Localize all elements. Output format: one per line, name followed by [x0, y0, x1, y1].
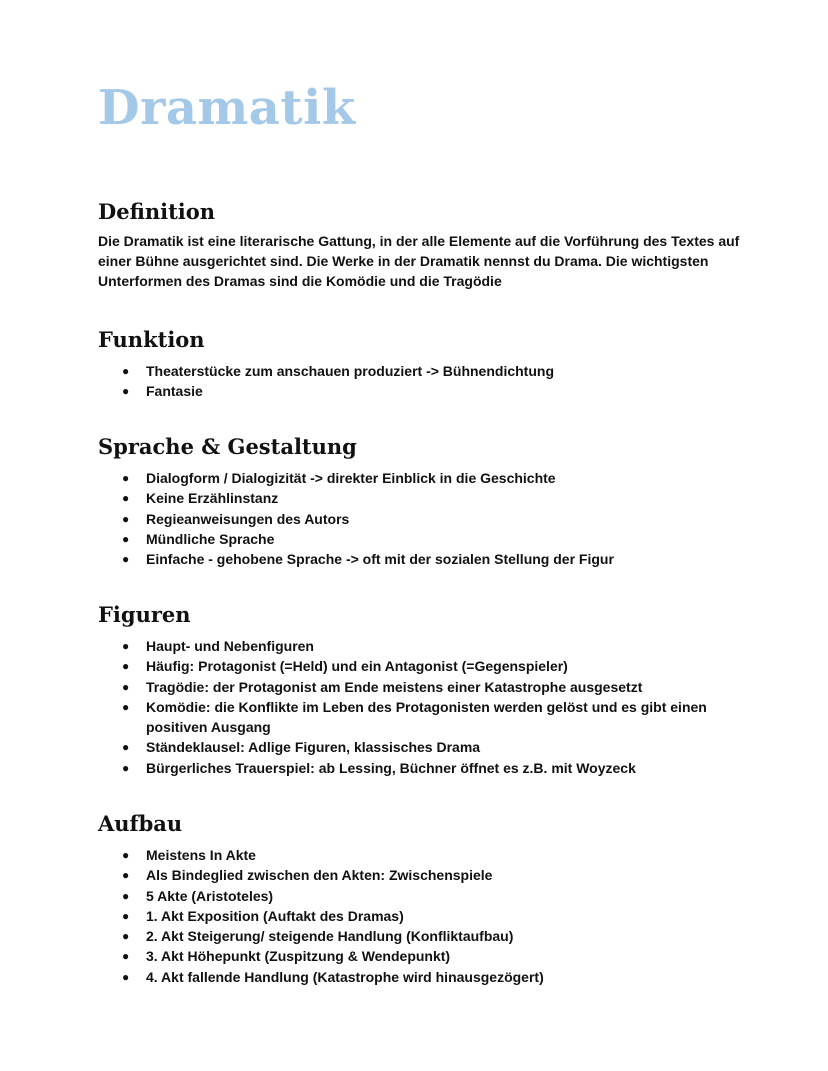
list-item-text: Regieanweisungen des Autors	[146, 510, 350, 527]
bullet-icon: ●	[122, 699, 130, 714]
section-heading-funktion: Funktion	[98, 327, 205, 352]
list-item	[98, 926, 758, 946]
section-figuren	[98, 602, 758, 778]
list-item	[98, 361, 758, 381]
section-sprache-gestaltung	[98, 434, 758, 569]
list-item-text: Mündliche Sprache	[146, 530, 275, 547]
section-heading-definition: Definition	[98, 199, 216, 224]
bullet-icon: ●	[122, 511, 130, 526]
list-item-text: Theaterstücke zum anschauen produziert -> Bühnendichtung	[146, 363, 554, 379]
bullet-icon: ●	[122, 760, 130, 775]
bullet-icon: ●	[122, 384, 130, 399]
bullet-icon: ●	[122, 868, 130, 883]
bullet-icon: ●	[122, 531, 130, 546]
section-heading-aufbau: Aufbau	[98, 811, 183, 836]
list-item	[98, 845, 758, 865]
list-item-text: Fantasie	[146, 383, 203, 400]
list-item	[98, 946, 758, 966]
bullet-icon: ●	[122, 949, 130, 964]
list-item-text: Tragödie: der Protagonist am Ende meistens einer Katastrophe ausgesetzt	[146, 678, 643, 695]
list-item	[98, 737, 758, 757]
list-item	[98, 886, 758, 906]
list-item-text: 2. Akt Steigerung/ steigende Handlung (Konfliktaufbau)	[146, 928, 514, 945]
bullet-icon: ●	[122, 888, 130, 903]
bullet-icon: ●	[122, 491, 130, 506]
list-item	[98, 906, 758, 926]
list-item	[98, 656, 758, 676]
list-item-text: Einfache - gehobene Sprache -> oft mit der sozialen Stellung der Figur	[146, 551, 614, 568]
list-item	[98, 549, 758, 569]
list-item	[98, 697, 758, 738]
list-item	[98, 488, 758, 508]
list-item-text: Dialogform / Dialogizität -> direkter Einblick in die Geschichte	[146, 470, 556, 486]
list-item-text: Meistens In Akte	[146, 847, 256, 863]
bullet-icon: ●	[122, 969, 130, 984]
list-item	[98, 529, 758, 549]
list-item	[98, 865, 758, 885]
list-item-text: Häufig: Protagonist (=Held) und ein Antagonist (=Gegenspieler)	[146, 658, 568, 675]
bullet-icon: ●	[122, 639, 130, 653]
list-item-text: 1. Akt Exposition (Auftakt des Dramas)	[146, 907, 404, 924]
bullet-icon: ●	[122, 471, 130, 485]
section-aufbau	[98, 811, 758, 987]
list-item-text: 3. Akt Höhepunkt (Zuspitzung & Wendepunkt)	[146, 948, 451, 965]
section-definition	[98, 199, 758, 291]
bullet-icon: ●	[122, 659, 130, 674]
bullet-icon: ●	[122, 679, 130, 694]
sprache-gestaltung-list	[98, 468, 758, 569]
list-item-text: Bürgerliches Trauerspiel: ab Lessing, Büchner öffnet es z.B. mit Woyzeck	[146, 759, 636, 776]
list-item-text: Keine Erzählinstanz	[146, 490, 279, 507]
list-item	[98, 381, 758, 401]
list-item-text: Als Bindeglied zwischen den Akten: Zwischenspiele	[146, 867, 493, 884]
bullet-icon: ●	[122, 848, 130, 862]
section-heading-figuren: Figuren	[98, 602, 191, 627]
list-item-text: 5 Akte (Aristoteles)	[146, 887, 274, 904]
definition-paragraph: Die Dramatik ist eine literarische Gattung, in der alle Elemente auf die Vorführung des Textes auf einer Bühne ausgerichtet sind. Die Werke in der Dramatik nennst du Drama. Die wichtigsten Unterformen des Dramas sind die Komödie und die Tragödie	[98, 233, 740, 289]
figuren-list	[98, 636, 758, 778]
section-heading-sprache-gestaltung: Sprache & Gestaltung	[98, 434, 357, 459]
bullet-icon: ●	[122, 552, 130, 567]
document-title: Dramatik	[98, 80, 356, 136]
list-item	[98, 509, 758, 529]
funktion-list	[98, 361, 758, 402]
bullet-icon: ●	[122, 908, 130, 923]
list-item-text: Ständeklausel: Adlige Figuren, klassisches Drama	[146, 739, 481, 756]
aufbau-list	[98, 845, 758, 987]
section-funktion	[98, 327, 758, 402]
list-item	[98, 967, 758, 987]
bullet-icon: ●	[122, 929, 130, 944]
list-item-text: Komödie: die Konflikte im Leben des Protagonisten werden gelöst und es gibt einen positiven Ausgang	[146, 698, 707, 736]
list-item	[98, 677, 758, 697]
bullet-icon: ●	[122, 364, 130, 378]
bullet-icon: ●	[122, 740, 130, 755]
list-item	[98, 636, 758, 656]
list-item	[98, 758, 758, 778]
list-item	[98, 468, 758, 488]
list-item-text: Haupt- und Nebenfiguren	[146, 638, 314, 654]
list-item-text: 4. Akt fallende Handlung (Katastrophe wird hinausgezögert)	[146, 968, 544, 985]
